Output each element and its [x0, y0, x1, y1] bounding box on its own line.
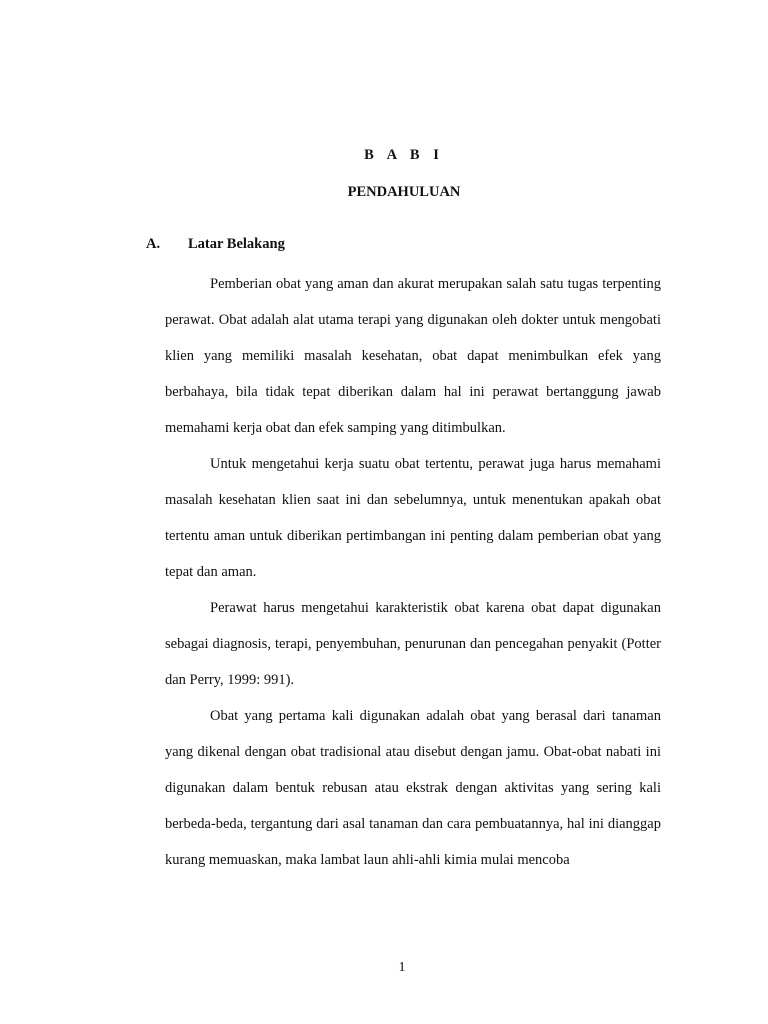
section-title: Latar Belakang	[188, 236, 285, 252]
paragraph-4: Obat yang pertama kali digunakan adalah obat yang berasal dari tanaman yang dikenal dengan obat tradisional atau disebut dengan jamu. Obat-obat nabati ini digunakan dalam bentuk rebusan atau ekstrak dengan aktivitas yang sering kali berbeda-beda, tergantung dari asal tanaman dan cara pembuatannya, hal ini dianggap kurang memuaskan, maka lambat laun ahli-ahli kimia mulai mencoba	[165, 708, 661, 868]
page-number: 1	[398, 960, 406, 975]
section-letter: A.	[146, 236, 161, 252]
paragraph-3: Perawat harus mengetahui karakteristik obat karena obat dapat digunakan sebagai diagnosis, terapi, penyembuhan, penurunan dan pencegahan penyakit (Potter dan Perry, 1999: 991).	[165, 600, 661, 688]
paragraph-2: Untuk mengetahui kerja suatu obat tertentu, perawat juga harus memahami masalah kesehatan klien saat ini dan sebelumnya, untuk menentukan apakah obat tertentu aman untuk diberikan pertimbangan ini penting dalam pemberian obat yang tepat dan aman.	[165, 456, 661, 580]
chapter-title: PENDAHULUAN	[347, 184, 461, 200]
section-heading	[146, 236, 285, 253]
body-text	[165, 266, 661, 878]
chapter-number: B A B I	[364, 147, 444, 163]
paragraph-1: Pemberian obat yang aman dan akurat merupakan salah satu tugas terpenting perawat. Obat adalah alat utama terapi yang digunakan oleh dokter untuk mengobati klien yang memiliki masalah kesehatan, obat dapat menimbulkan efek yang berbahaya, bila tidak tepat diberikan dalam hal ini perawat bertanggung jawab memahami kerja obat dan efek samping yang ditimbulkan.	[165, 276, 661, 436]
